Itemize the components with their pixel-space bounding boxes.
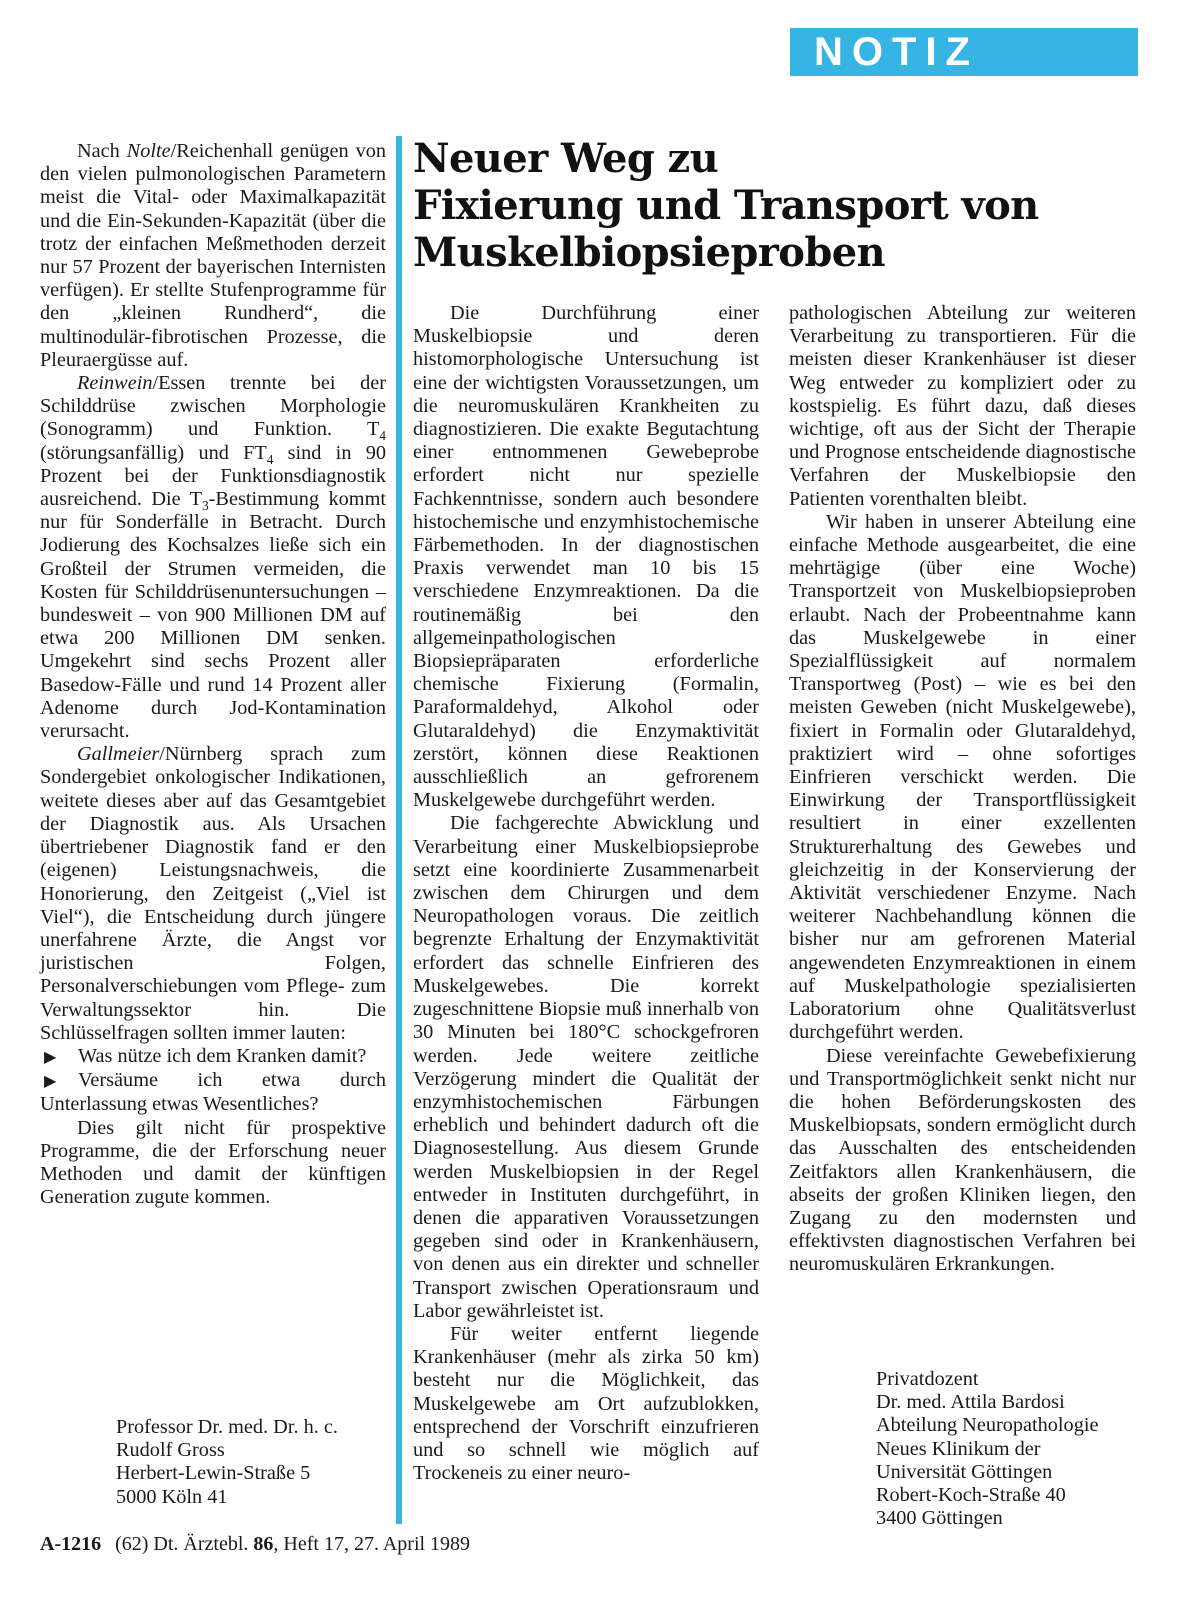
notiz-banner — [790, 28, 1138, 76]
address-line: Neues Klinikum der — [876, 1437, 1041, 1460]
column-divider-bar — [396, 136, 402, 1524]
right-column — [789, 302, 1136, 1277]
paragraph-text: /Essen trennte bei der Schilddrüse zwischen Morphologie (Sonogramm) und Funktion. T — [40, 372, 386, 441]
address-line: Rudolf Gross — [116, 1439, 225, 1462]
notiz-label: NOTIZ — [814, 30, 979, 74]
paragraph-text: (störungsanfällig) und FT — [40, 441, 267, 464]
address-line: Dr. med. Attila Bardosi — [876, 1391, 1065, 1414]
article-headline — [413, 135, 1153, 276]
address-line: Professor Dr. med. Dr. h. c. — [116, 1416, 338, 1438]
bullet-text: Versäume ich etwa durch Unterlassung etwas Wesentliches? — [40, 1069, 386, 1116]
headline-line: Neuer Weg zu — [413, 135, 719, 182]
middle-column — [413, 302, 759, 1485]
issue-date: , Heft 17, 27. April 1989 — [273, 1533, 471, 1555]
paragraph-text: /Nürnberg sprach zum Sondergebiet onkologischer Indikationen, weitete dieses aber auf das Gesamtgebiet der Diagnostik aus. Als Ursachen übertriebener Diagnostik fand er den (eigenen) Leistungsnachweis, die Honorierung, den Zeitgeist („Viel ist Viel“), die Entscheidung durch jüngere unerfahrene Ärzte, die Angst vor juristischen Folgen, Personalverschiebungen vom Pflege- zum Verwaltungssektor hin. Die Schlüsselfragen sollten immer lauten: — [40, 743, 386, 1044]
middle-paragraph-1: Die Durchführung einer Muskelbiopsie und deren histomorphologische Untersuchung ist eine der wichtigsten Voraussetzungen, um die neuromuskulären Krankheiten zu diagnostizieren. Die exakte Begutachtung einer entnommenen Gewebeprobe erfordert nicht nur spezielle Fachkenntnisse, sondern auch besondere histochemische und enzymhistochemische Färbemethoden. In der diagnostischen Praxis verwendet man 10 bis 15 verschiedene Enzymreaktionen. Da die routinemäßig bei den allgemeinpathologischen Biopsiepräparaten erforderliche chemische Fixierung (Formalin, Paraformaldehyd, Alkohol oder Glutaraldehyd) die Enzymaktivität zerstört, können diese Reaktionen ausschließlich an gefrorenem Muskelgewebe durchgeführt werden. — [413, 302, 759, 812]
triangle-bullet-icon: ▶ — [44, 1048, 57, 1066]
address-line: 5000 Köln 41 — [116, 1485, 228, 1508]
address-line: Abteilung Neuropathologie — [876, 1414, 1099, 1437]
right-author-address — [876, 1368, 1098, 1530]
subscript: 4 — [266, 451, 274, 467]
left-column — [40, 140, 386, 1209]
left-paragraph-3 — [40, 743, 386, 1045]
left-paragraph-4: Dies gilt nicht für prospektive Programme, die der Erforschung neuer Methoden und damit der künftigen Generation zugute kommen. — [40, 1116, 386, 1209]
journal-citation: (62) Dt. Ärztebl. — [115, 1533, 254, 1555]
middle-paragraph-3: Für weiter entfernt liegende Krankenhäuser (mehr als zirka 50 km) besteht nur die Möglichkeit, das Muskelgewebe am Ort aufzublokken, entsprechend der Vorschrift einzufrieren und so schnell wie möglich auf Trockeneis zu einer neuro- — [413, 1322, 759, 1485]
bullet-text: Was nütze ich dem Kranken damit? — [78, 1044, 367, 1067]
bullet-item-2 — [40, 1069, 386, 1116]
address-line: Robert-Koch-Straße 40 — [876, 1484, 1066, 1507]
bullet-item-1 — [40, 1045, 386, 1069]
lead-word: Nach — [77, 140, 120, 162]
subscript: 4 — [379, 428, 386, 444]
subscript: 3 — [202, 498, 209, 514]
author-name: Nolte — [126, 140, 171, 162]
author-name: Reinwein — [77, 372, 153, 395]
left-author-address — [116, 1416, 338, 1509]
paragraph-text: /Reichenhall genügen von den vielen pulmonologischen Parametern meist die Vital- oder Maximalkapazität und die Ein-Sekunden-Kapazität (über die trotz der einfachen Meßmethoden derzeit nur 57 Prozent der bayerischen Internisten verfügen). Er stellte Stufenprogramme für den „kleinen Rundherd“, die multinodulär-fibrotischen Prozesse, die Pleuraergüsse auf. — [40, 140, 386, 371]
paragraph-text: -Bestimmung kommt nur für Sonderfälle in Betracht. Durch Jodierung des Kochsalzes ließe sich ein Großteil der Strumen vermeiden, die Kosten für Schilddrüsenuntersuchungen – bundesweit – von 900 Millionen DM auf etwa 200 Millionen DM senken. Umgekehrt sind sechs Prozent aller Basedow-Fälle und rund 14 Prozent aller Adenome durch Jod-Kontamination verursacht. — [40, 488, 386, 743]
journal-volume: 86 — [253, 1533, 274, 1555]
right-paragraph-3: Diese vereinfachte Gewebefixierung und Transportmöglichkeit senkt nicht nur die hohen Beförderungskosten des Muskelbiopsats, sondern ermöglicht durch das Ausschalten des entscheidenden Zeitfaktors allen Krankenhäusern, die abseits der großen Kliniken liegen, den Zugang zu den modernsten und effektivsten diagnostischen Verfahren bei neuromuskulären Erkrankungen. — [789, 1044, 1136, 1276]
left-paragraph-1 — [40, 140, 386, 372]
page-number: A-1216 — [40, 1533, 102, 1555]
triangle-bullet-icon: ▶ — [44, 1073, 57, 1091]
right-paragraph-2: Wir haben in unserer Abteilung eine einfache Methode ausgearbeitet, die eine mehrtägige (über eine Woche) Transportzeit von Muskelbiopsieproben erlaubt. Nach der Probeentnahme kann das Muskelgewebe in einer Spezialflüssigkeit auf normalem Transportweg (Post) – wie es bei den meisten Geweben (nicht Muskelgewebe), fixiert in Formalin oder Glutaraldehyd, praktiziert wird – ohne sofortiges Einfrieren verschickt werden. Die Einwirkung der Transportflüssigkeit resultiert in einer exzellenten Strukturerhaltung des Gewebes und gleichzeitig in der Konservierung der Aktivität verschiedener Enzyme. Nach weiterer Nachbehandlung können die bisher nur am gefrorenen Material angewendeten Enzymreaktionen in einem auf Muskelpathologie spezialisierten Laboratorium ohne Qualitätsverlust durchgeführt werden. — [789, 510, 1136, 1044]
address-line: Universität Göttingen — [876, 1460, 1053, 1483]
author-name: Gallmeier — [77, 743, 160, 766]
headline-line: Fixierung und Transport von — [413, 182, 1039, 229]
page-footer — [40, 1532, 470, 1556]
address-line: Herbert-Lewin-Straße 5 — [116, 1462, 311, 1485]
address-line: Privatdozent — [876, 1368, 979, 1390]
left-paragraph-2 — [40, 372, 386, 743]
headline-line: Muskelbiopsieproben — [413, 229, 886, 276]
paragraph-text: sind in 90 Prozent bei der Funktionsdiagnostik ausreichend. Die T — [40, 441, 386, 511]
middle-paragraph-2: Die fachgerechte Abwicklung und Verarbeitung einer Muskelbiopsieprobe setzt eine koordinierte Zusammenarbeit zwischen dem Chirurgen und dem Neuropathologen voraus. Die zeitlich begrenzte Erhaltung der Enzymaktivität erfordert das schnelle Einfrieren des Muskelgewebes. Die korrekt zugeschnittene Biopsie muß innerhalb von 30 Minuten bei 180°C schockgefroren werden. Jede weitere zeitliche Verzögerung mindert die Qualität der enzymhistochemischen Färbungen erheblich und behindert dadurch oft die Diagnosestellung. Aus diesem Grunde werden Muskelbiopsien in der Regel entweder in Instituten durchgeführt, in denen die apparativen Voraussetzungen gegeben sind oder in Krankenhäusern, von denen aus ein direkter und schneller Transport zwischen Operationsraum und Labor gewährleistet ist. — [413, 812, 759, 1322]
right-paragraph-1: pathologischen Abteilung zur weiteren Verarbeitung zu transportieren. Für die meisten dieser Krankenhäuser ist dieser Weg entweder zu kompliziert oder zu kostspielig. Es führt dazu, daß dieses wichtige, oft aus der Sicht der Therapie und Prognose entscheidende diagnostische Verfahren der Muskelbiopsie den Patienten vorenthalten bleibt. — [789, 302, 1136, 510]
address-line: 3400 Göttingen — [876, 1507, 1003, 1530]
